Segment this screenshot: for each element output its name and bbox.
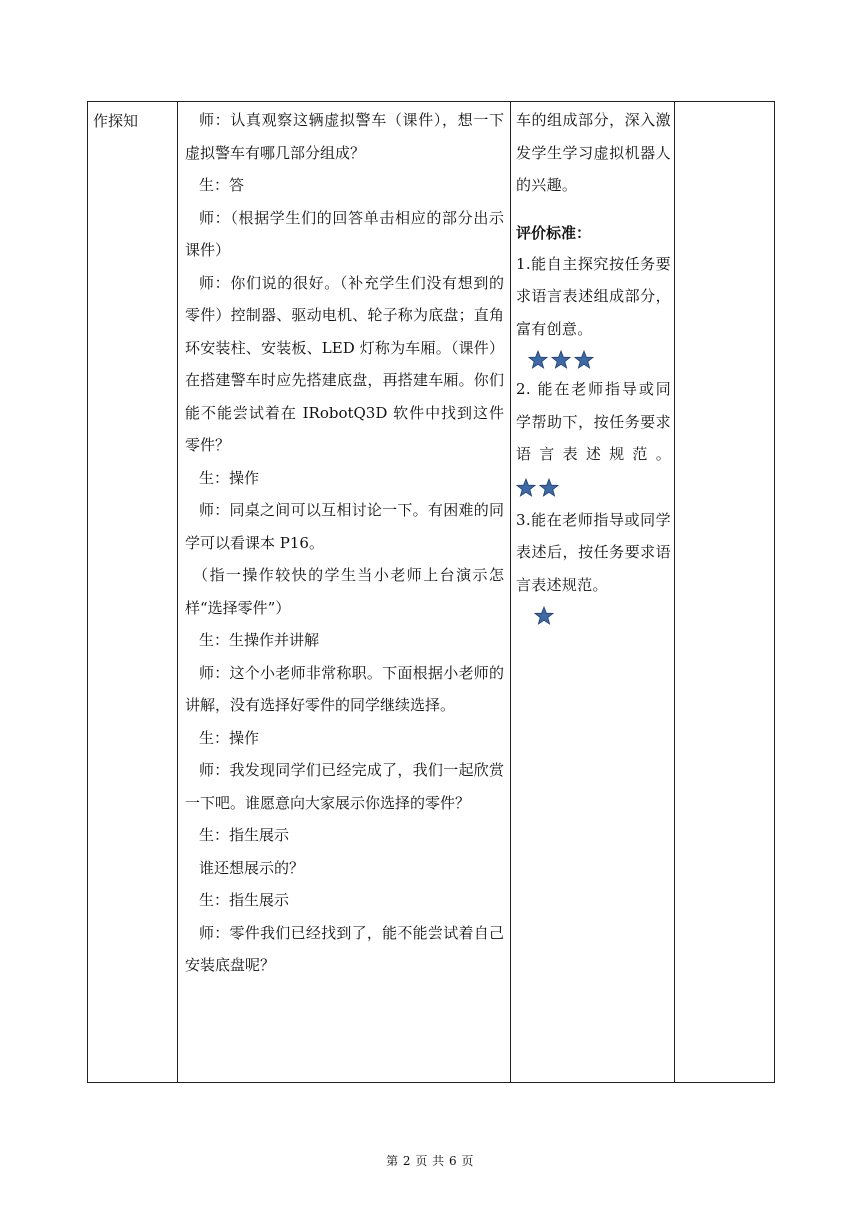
stage-label: 作探知 [93,112,139,130]
criterion-3-stars [516,601,671,629]
process-paragraph: 生：指生展示 [199,826,290,844]
criterion-2-label: 2. 能在老师指导或同学帮助下，按任务要求语言表述规范。 [516,380,671,463]
star-icon [516,478,536,498]
process-paragraph: （指一操作较快的学生当小老师上台演示怎样“选择零件”） [185,566,504,617]
process-paragraph: 生：操作 [199,468,260,487]
teaching-process-cell [177,102,510,1082]
criterion-2-stars [516,471,562,504]
star-icon [574,350,594,370]
process-paragraph: 谁还想展示的？ [199,858,305,877]
criterion-1-stars [516,345,671,373]
criterion-3-text: 3.能在老师指导或同学表述后，按任务要求语言表述规范。 [516,510,671,594]
process-paragraph: 师：你们说的很好。（补充学生们没有想到的零件）控制器、驱动电机、轮子称为底盘；直角环安装柱、安装板、LED 灯称为车厢。（课件）在搭建警车时应先搭建底盘，再搭建车厢。你们能不能尝试着在 IRobotQ3D 软件中找到这件零件？ [185,273,504,454]
criteria-title: 评价标准： [516,223,592,242]
process-paragraph: 师：同桌之间可以互相讨论一下。有困难的同学可以看课本 P16。 [185,501,504,552]
process-paragraph: 生：指生展示 [199,891,290,909]
design-intent-cell [510,102,674,1082]
star-icon [551,350,571,370]
page-footer: 第 2 页 共 6 页 [386,1154,474,1168]
process-paragraph: 师：我发现同学们已经完成了，我们一起欣赏一下吧。谁愿意向大家展示你选择的零件？ [185,761,504,812]
process-paragraph: 师：（根据学生们的回答单击相应的部分出示课件） [185,208,504,259]
stage-label-cell [88,102,177,1082]
star-icon [539,478,559,498]
process-paragraph: 师：认真观察这辆虚拟警车（课件），想一下虚拟警车有哪几部分组成？ [185,111,504,162]
lesson-table [87,101,775,1083]
star-icon [534,606,554,626]
notes-cell [674,102,774,1082]
process-paragraph: 生：操作 [199,728,260,747]
process-paragraph: 师：这个小老师非常称职。下面根据小老师的讲解，没有选择好零件的同学继续选择。 [185,663,504,714]
star-icon [528,350,548,370]
criterion-2-text [516,373,671,504]
design-intent-text: 车的组成部分，深入激发学生学习虚拟机器人的兴趣。 [516,111,671,194]
process-paragraph: 生：答 [199,176,245,194]
process-paragraph: 生：生操作并讲解 [199,631,320,649]
criterion-1-text: 1.能自主探究按任务要求语言表述组成部分，富有创意。 [516,254,671,338]
process-paragraph: 师：零件我们已经找到了，能不能尝试着自己安装底盘呢？ [185,923,504,974]
